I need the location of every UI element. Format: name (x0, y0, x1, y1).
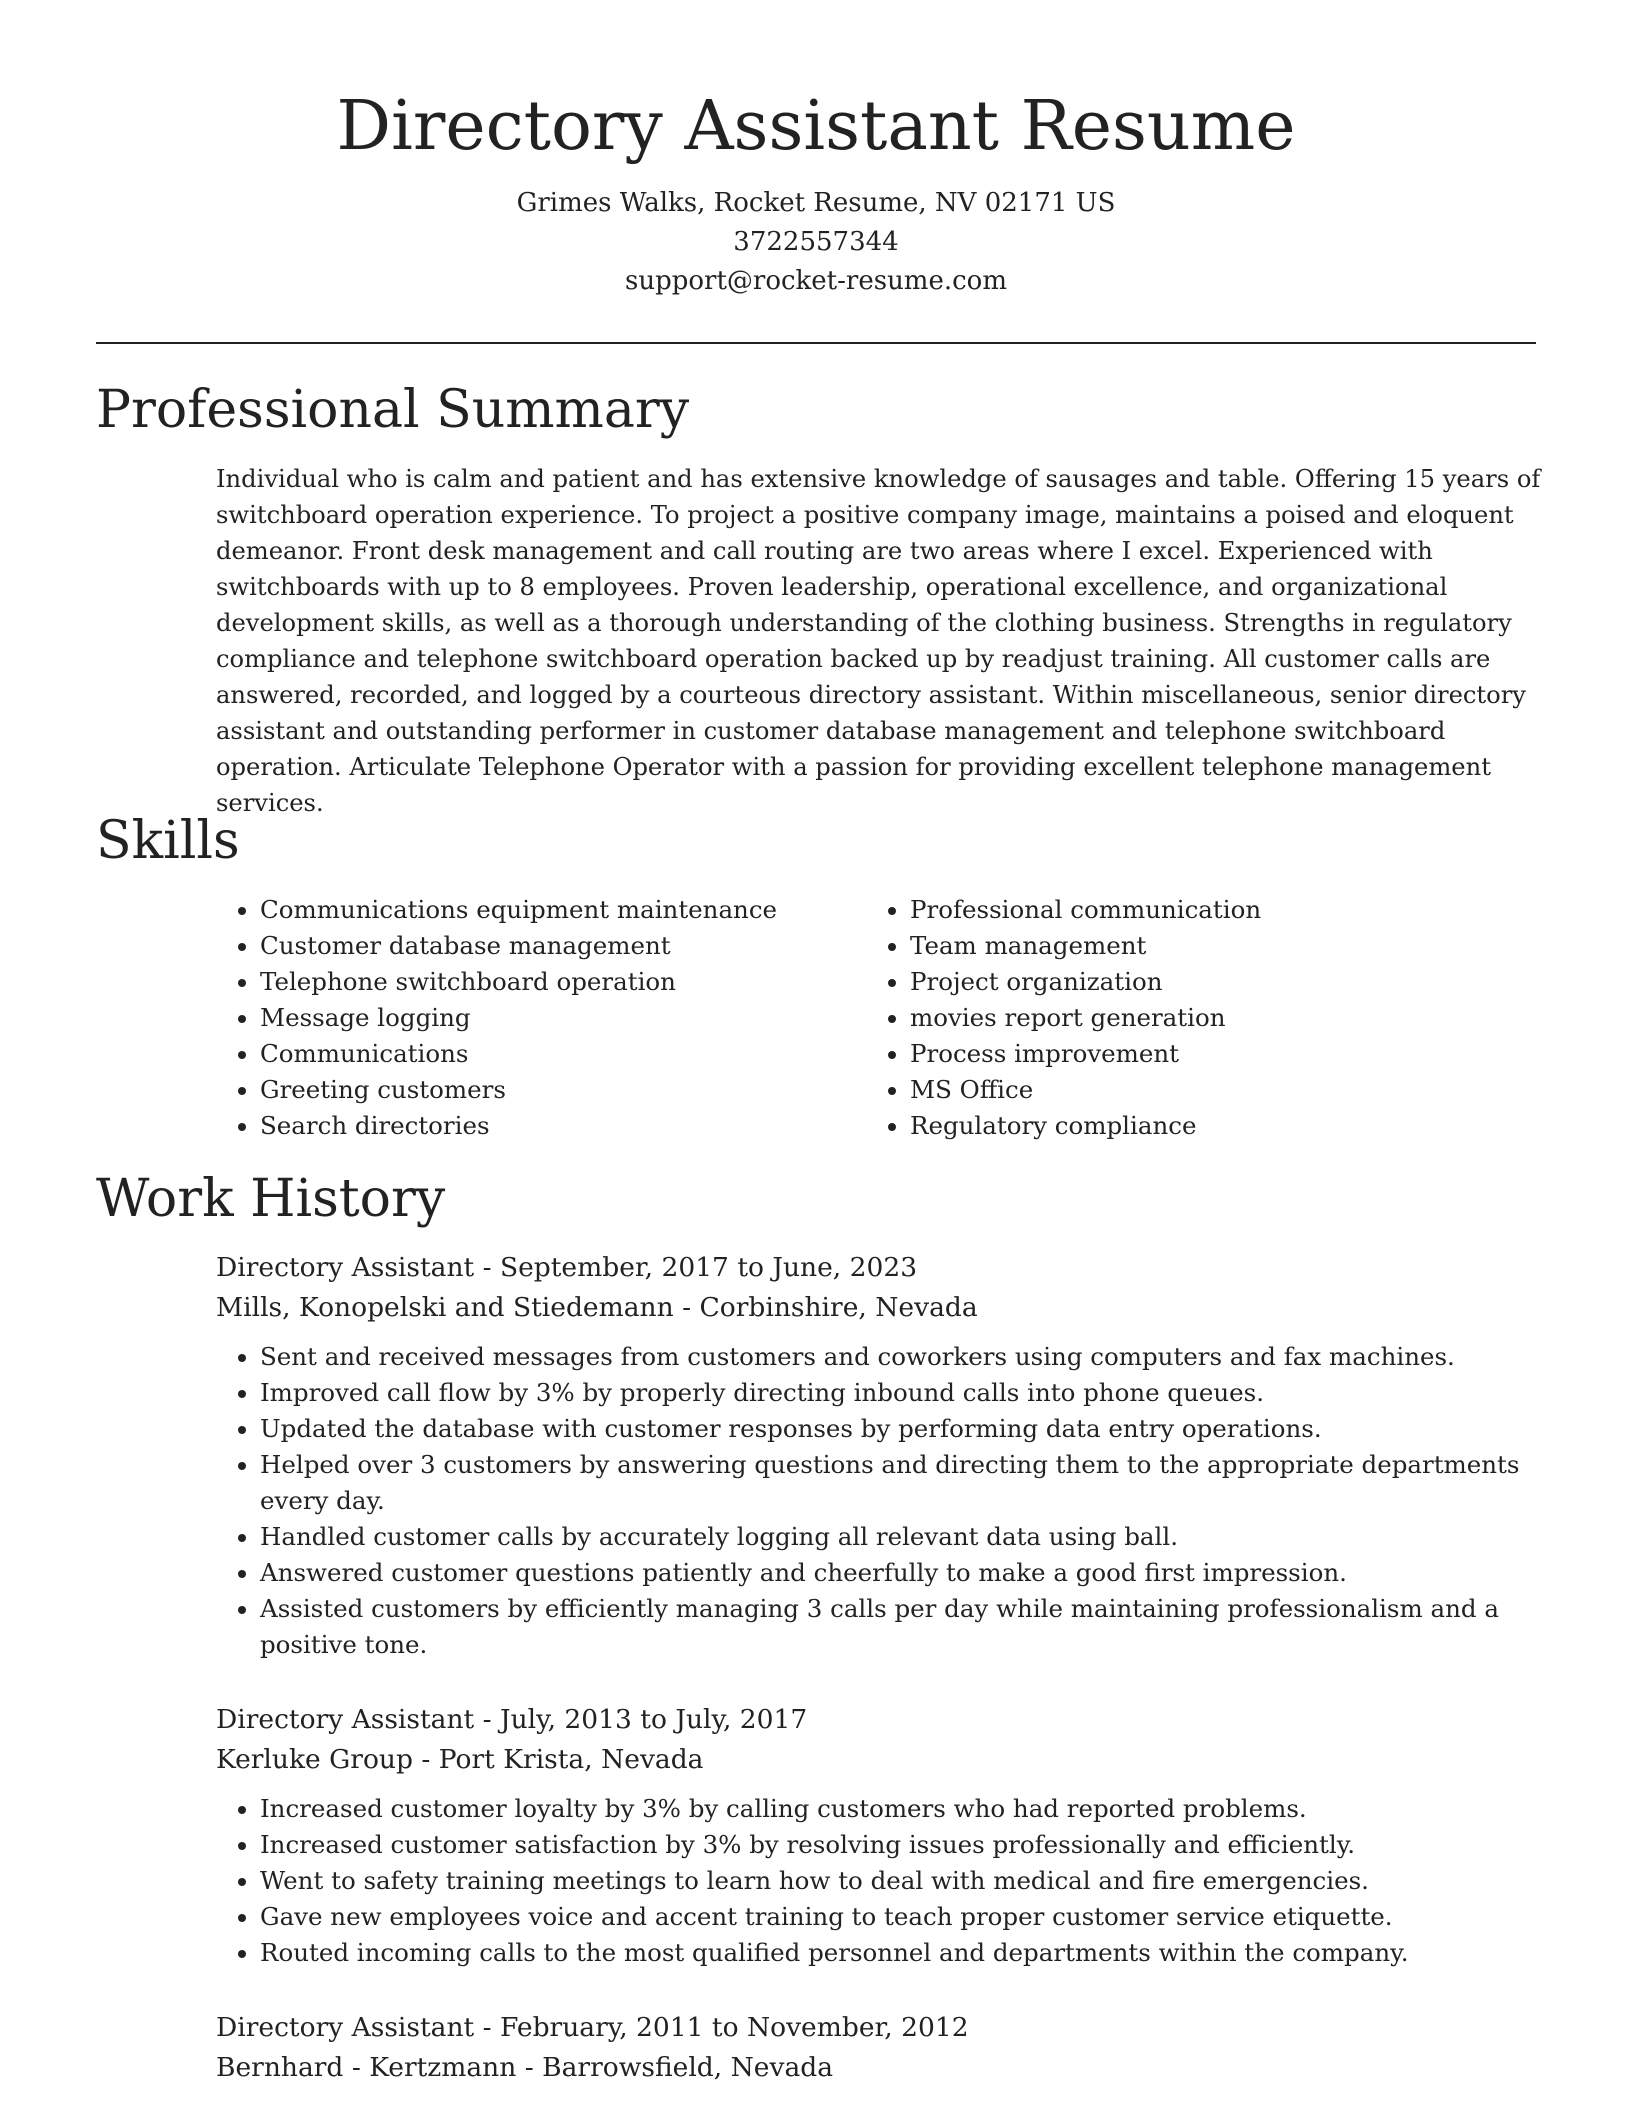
skill-item: • Process improvement (910, 1036, 1516, 1072)
job-company-line: Kerluke Group - Port Krista, Nevada (216, 1744, 704, 1775)
list-item: • Sent and received messages from customers and coworkers using computers and fax machines. (260, 1339, 1541, 1375)
job-company-line: Mills, Konopelski and Stiedemann - Corbinshire, Nevada (216, 1292, 978, 1323)
skill-item: • Telephone switchboard operation (260, 964, 866, 1000)
header-divider (96, 342, 1536, 344)
job-title-line: Directory Assistant - July, 2013 to July, 2017 (216, 1704, 808, 1735)
job-title: Directory Assistant (216, 1252, 475, 1283)
skill-item: • Professional communication (910, 892, 1516, 928)
job-title: Directory Assistant (216, 2012, 475, 2043)
page-title: Directory Assistant Resume (336, 87, 1296, 166)
job-dates: July, 2013 to July, 2017 (499, 1704, 808, 1735)
job-title-line: Directory Assistant - February, 2011 to November, 2012 (216, 2012, 969, 2043)
job-dates: February, 2011 to November, 2012 (499, 2012, 969, 2043)
job-company: Mills, Konopelski and Stiedemann (216, 1292, 674, 1323)
job-bullets (216, 1791, 1541, 1971)
skill-item: • Communications (260, 1036, 866, 1072)
skill-item: • Communications equipment maintenance (260, 892, 866, 928)
list-item: • Improved call flow by 3% by properly directing inbound calls into phone queues. (260, 1375, 1541, 1411)
job-location: Port Krista, Nevada (438, 1744, 704, 1775)
job-company: Kerluke Group (216, 1744, 413, 1775)
summary-heading: Professional Summary (96, 380, 690, 440)
skill-item: • Team management (910, 928, 1516, 964)
job-location: Barrowsfield, Nevada (542, 2052, 834, 2083)
list-item: • Routed incoming calls to the most qualified personnel and departments within the company. (260, 1935, 1541, 1971)
job-title: Directory Assistant (216, 1704, 475, 1735)
list-item: • Helped over 3 customers by answering questions and directing them to the appropriate departments every day. (260, 1447, 1541, 1519)
contact-info (0, 184, 1632, 301)
skills-column-left (216, 892, 866, 1144)
list-item: • Increased customer loyalty by 3% by calling customers who had reported problems. (260, 1791, 1541, 1827)
skills-list (216, 892, 1541, 1144)
job-location: Corbinshire, Nevada (699, 1292, 978, 1323)
work-history-heading: Work History (96, 1169, 446, 1229)
list-item: • Went to safety training meetings to learn how to deal with medical and fire emergencies. (260, 1863, 1541, 1899)
skill-item: • Regulatory compliance (910, 1108, 1516, 1144)
job-company-line: Bernhard - Kertzmann - Barrowsfield, Nevada (216, 2052, 834, 2083)
email-text: support@rocket-resume.com (624, 266, 1007, 296)
job-entry (216, 1248, 1541, 1663)
skill-item: • Message logging (260, 1000, 866, 1036)
list-item: • Updated the database with customer responses by performing data entry operations. (260, 1411, 1541, 1447)
list-item: • Assisted customers by efficiently managing 3 calls per day while maintaining professionalism and a positive tone. (260, 1591, 1541, 1663)
skill-item: • movies report generation (910, 1000, 1516, 1036)
skill-item: • Project organization (910, 964, 1516, 1000)
skill-item: • Greeting customers (260, 1072, 866, 1108)
skill-item: • MS Office (910, 1072, 1516, 1108)
list-item: • Increased customer satisfaction by 3% by resolving issues professionally and efficiently. (260, 1827, 1541, 1863)
address-text: Grimes Walks, Rocket Resume, NV 02171 US (516, 188, 1116, 218)
skill-item: • Customer database management (260, 928, 866, 964)
skills-column-right (866, 892, 1516, 1144)
phone-text: 3722557344 (733, 227, 899, 257)
list-item: • Answered customer questions patiently and cheerfully to make a good first impression. (260, 1555, 1541, 1591)
skills-heading: Skills (96, 811, 240, 871)
list-item: • Gave new employees voice and accent training to teach proper customer service etiquette. (260, 1899, 1541, 1935)
job-entry (216, 1700, 1541, 1971)
resume-header (0, 0, 1632, 301)
job-entry (216, 2008, 1541, 2088)
job-bullets (216, 1339, 1541, 1663)
skill-item: • Search directories (260, 1108, 866, 1144)
job-title-line: Directory Assistant - September, 2017 to June, 2023 (216, 1252, 918, 1283)
list-item: • Handled customer calls by accurately logging all relevant data using ball. (260, 1519, 1541, 1555)
job-dates: September, 2017 to June, 2023 (499, 1252, 918, 1283)
job-company: Bernhard - Kertzmann (216, 2052, 517, 2083)
summary-text: Individual who is calm and patient and has extensive knowledge of sausages and table. Offering 15 years of switchboard operation experience. To project a positive company image, maintains a poised and eloquent demeanor. Front desk management and call routing are two areas where I excel. Experienced with switchboards with up to 8 employees. Proven leadership, operational excellence, and organizational development skills, as well as a thorough understanding of the clothing business. Strengths in regulatory compliance and telephone switchboard operation backed up by readjust training. All customer calls are answered, recorded, and logged by a courteous directory assistant. Within miscellaneous, senior directory assistant and outstanding performer in customer database management and telephone switchboard operation. Articulate Telephone Operator with a passion for providing excellent telephone management services. (216, 465, 1541, 817)
